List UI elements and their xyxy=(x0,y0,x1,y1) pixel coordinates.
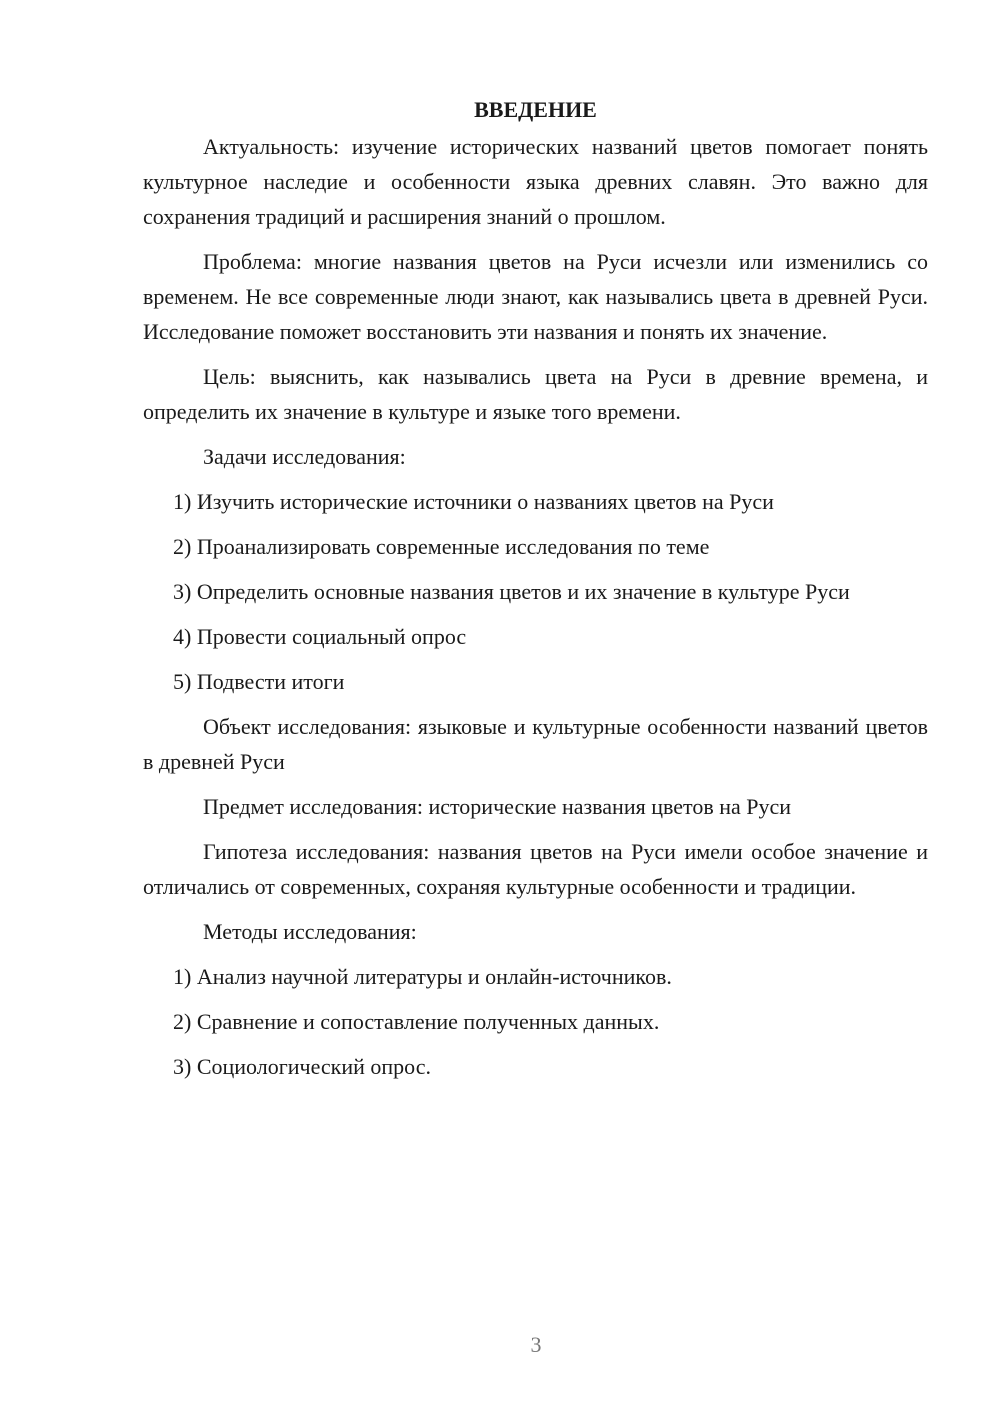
task-item: 1) Изучить исторические источники о названиях цветов на Руси xyxy=(173,489,774,514)
page-number: 3 xyxy=(530,1332,542,1357)
relevance-paragraph: Актуальность: изучение исторических названий цветов помогает понять культурное наследие и особенности языка древних славян. Это важно для сохранения традиций и расширения знаний о прошлом. xyxy=(143,134,928,229)
method-item: 2) Сравнение и сопоставление полученных данных. xyxy=(173,1009,660,1034)
method-item: 1) Анализ научной литературы и онлайн-источников. xyxy=(173,964,672,989)
problem-paragraph: Проблема: многие названия цветов на Руси исчезли или изменились со временем. Не все современные люди знают, как назывались цвета в древней Руси. Исследование поможет восстановить эти названия и понять их значение. xyxy=(143,249,928,344)
subject-paragraph: Предмет исследования: исторические названия цветов на Руси xyxy=(203,794,792,819)
task-item: 5) Подвести итоги xyxy=(173,669,345,694)
task-item: 2) Проанализировать современные исследования по теме xyxy=(173,534,710,559)
task-item: 3) Определить основные названия цветов и их значение в культуре Руси xyxy=(173,579,850,604)
object-paragraph: Объект исследования: языковые и культурные особенности названий цветов в древней Руси xyxy=(143,714,928,774)
tasks-title: Задачи исследования: xyxy=(203,444,406,469)
goal-paragraph: Цель: выяснить, как назывались цвета на Руси в древние времена, и определить их значение в культуре и языке того времени. xyxy=(143,364,928,424)
hypothesis-paragraph: Гипотеза исследования: названия цветов на Руси имели особое значение и отличались от современных, сохраняя культурные особенности и традиции. xyxy=(143,839,928,899)
task-item: 4) Провести социальный опрос xyxy=(173,624,467,649)
document-page xyxy=(143,92,928,1094)
method-item: 3) Социологический опрос. xyxy=(173,1054,431,1079)
methods-title: Методы исследования: xyxy=(203,919,417,944)
section-heading: ВВЕДЕНИЕ xyxy=(474,97,597,122)
